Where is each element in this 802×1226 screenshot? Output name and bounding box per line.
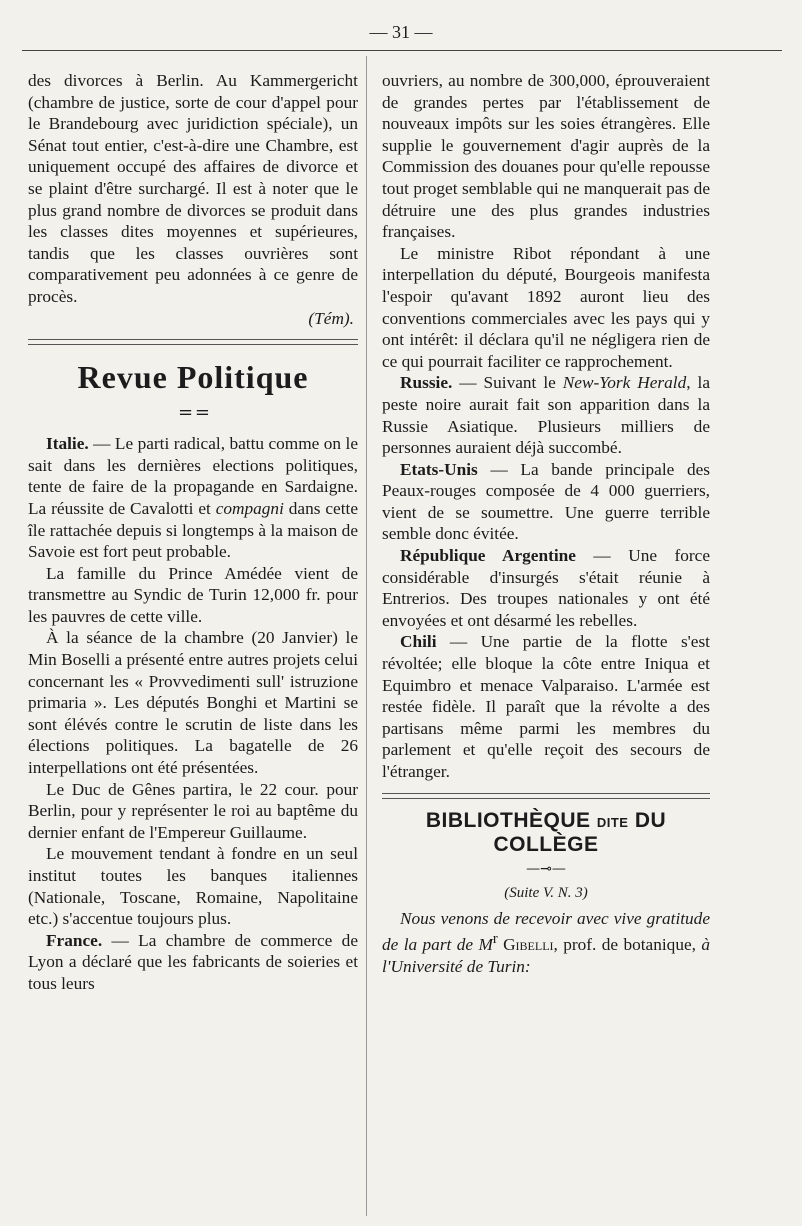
biblio-title-small: DITE xyxy=(596,814,629,830)
divorce-paragraph: des divorces à Berlin. Au Kammergericht (chambre de justice, sorte de cour d'appel pour le Brandebourg avec juridiction spéciale), un Sénat tout entier, c'est-à-dire une Chambre, est uniquement occupé des affaires de divorce et se plaint d'être surchargé. Il est à noter que le plus grand nombre de divorces se produit dans les classes dites moyennes et supérieures, tandis que les classes ouvrières sont comparativement peu adonnées à ce genre de procès. xyxy=(28,71,358,306)
genes-paragraph: Le Duc de Gênes partira, le 22 cour. pour Berlin, pour y représenter le roi au baptême du dernier enfant de l'Empereur Guillaume. xyxy=(28,779,358,842)
etats-unis-heading: Etats-Unis xyxy=(400,459,478,479)
biblio-title-a: BIBLIOTHÈQUE xyxy=(425,808,597,832)
banques-paragraph: Le mouvement tendant à fondre en un seul institut toutes les banques italiennes (Nationale, Toscane, Romaine, Napolitaine etc.) s'accentue toujours plus. xyxy=(28,844,358,929)
seance-paragraph: À la séance de la chambre (20 Janvier) le Min Boselli a présenté entre autres projets celui concernant les « Provvedimenti sull' istruzione primaria ». Les députés Bonghi et Martini se sont élévés contre le scrutin de liste dans les élections politiques. La bagatelle de 26 interpellations ont été présentées. xyxy=(28,628,358,778)
section-rule xyxy=(28,339,358,345)
chili-heading: Chili xyxy=(400,632,437,652)
biblio-title-b: DU COLLÈGE xyxy=(493,808,667,856)
page-number: — 31 — xyxy=(369,22,433,42)
header-rule xyxy=(22,50,782,51)
biblio-paragraph xyxy=(382,908,710,978)
biblio-text-a: Nous venons de recevoir avec vive gratitude de la part de M xyxy=(382,908,710,954)
column-divider xyxy=(366,56,367,1216)
biblio-text-c: à l'Université de Turin: xyxy=(382,934,710,976)
russie-text: — Suivant le xyxy=(452,373,563,393)
amedee-paragraph: La famille du Prince Amédée vient de transmettre au Syndic de Turin 12,000 fr. pour les pauvres de cette ville. xyxy=(28,563,358,626)
section-title: Revue Politique xyxy=(77,359,309,396)
russie-heading: Russie. xyxy=(400,373,453,393)
source-citation xyxy=(28,308,358,330)
etats-unis-text: — La bande principale des Peaux-rouges composée de 4 000 guerriers, vient de se soumettre. Une guerre terrible semble donc évitée. xyxy=(382,459,710,544)
argentine-heading: République Argentine xyxy=(400,546,576,566)
russie-newspaper: New-York Herald xyxy=(562,373,687,393)
etats-unis-paragraph xyxy=(382,459,710,545)
biblio-title xyxy=(382,809,710,857)
suite-note: (Suite V. N. 3) xyxy=(504,884,588,901)
italie-text: — Le parti radical, battu comme on le sait dans les dernières elections politiques, tente de faire de la propagande en Sardaigne. La réussite de Cavalotti et xyxy=(28,434,358,518)
france-heading: France. xyxy=(46,930,103,950)
russie-text-2: , la peste noire aurait fait son apparition dans la Russie Asiatique. Plusieurs milliers de personnes auraient déjà succombé. xyxy=(382,373,710,458)
argentine-paragraph xyxy=(382,545,710,631)
argentine-text: — Une force considérable d'insurgés s'était réunie à Entrerios. Des troupes nationales y ont été envoyées et ont désarmé les rebelles. xyxy=(382,546,710,630)
italie-compagni: compagni xyxy=(215,498,284,518)
france-text: — La chambre de commerce de Lyon a déclaré que les fabricants de soieries et tous leurs xyxy=(28,930,358,993)
russie-paragraph xyxy=(382,372,710,458)
biblio-name: Gibelli xyxy=(497,934,554,954)
chili-text: — Une partie de la flotte s'est révoltée; elle bloque la côte entre Iniqua et Equimbro et menace Valparaiso. L'armée est restée fidèle. Il paraît que la révolte a des partisans même parmi les membres du parlement et qu'elle reçoit des secours de l'étranger. xyxy=(382,632,710,781)
italie-paragraph xyxy=(28,433,358,563)
italie-text-2: dans cette île rattachée depuis si longtemps à la maison de Savoie est fort peut probable. xyxy=(28,498,358,562)
france-paragraph xyxy=(28,930,358,995)
biblio-text-sup: r xyxy=(492,931,498,948)
biblio-ornament: —⊸— xyxy=(526,860,566,877)
title-ornament: = = xyxy=(178,402,208,424)
left-column xyxy=(28,70,358,995)
ribot-paragraph: Le ministre Ribot répondant à une interpellation du député, Bourgeois manifesta l'espoir qu'avant 1892 auront lieu des conventions commerciales avec les pays qui y ont intérêt: il déclara qu'il ne négligera rien de ce qui pourrait faciliter ce rapprochement. xyxy=(382,243,710,371)
right-column xyxy=(382,70,710,977)
chili-paragraph xyxy=(382,631,710,782)
italie-heading: Italie. xyxy=(46,434,89,454)
soieries-paragraph: ouvriers, au nombre de 300,000, éprouveraient de grandes pertes par l'établissement de nouveaux impôts sur les soies étrangères. Elle supplie le gouvernement d'agir auprès de la Commission des douanes pour qu'elle repousse tout proget semblable qui ne manquerait pas de détruire une des plus grandes industries françaises. xyxy=(382,71,710,242)
biblio-text-b: , prof. de botanique, xyxy=(553,934,702,954)
source-text: (Tém). xyxy=(308,308,354,328)
biblio-rule xyxy=(382,793,710,799)
